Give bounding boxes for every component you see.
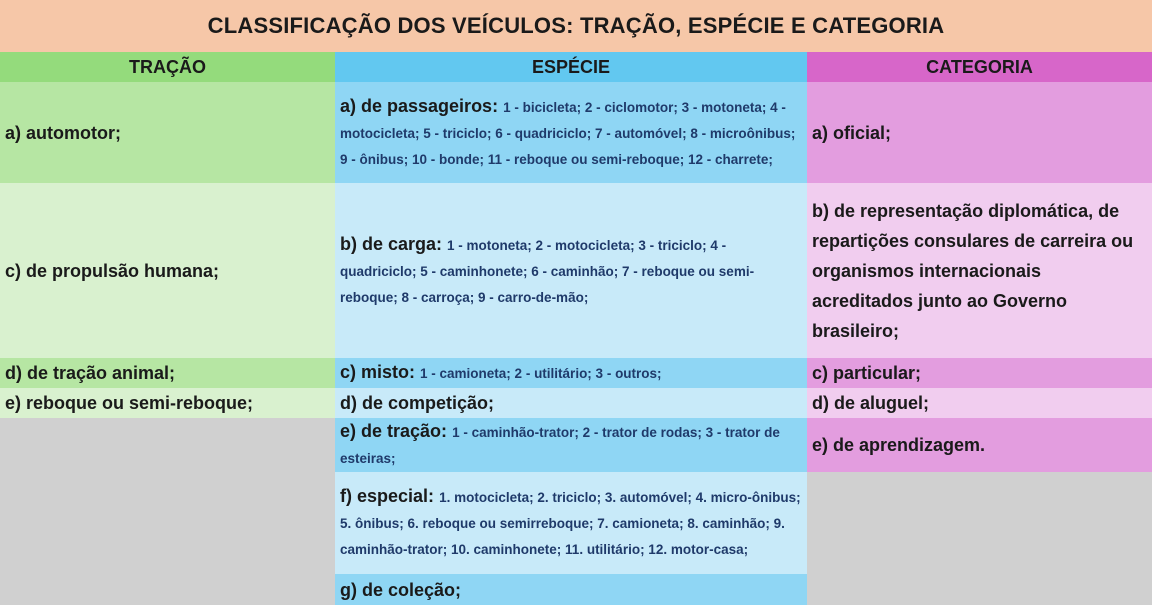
header-especie: ESPÉCIE [335, 52, 807, 82]
categoria-text: d) de aluguel; [812, 393, 929, 413]
tracao-cell-2 [0, 183, 335, 358]
categoria-cell-d [807, 388, 1152, 418]
categoria-text: c) particular; [812, 363, 922, 383]
especie-cell-b [335, 183, 807, 358]
especie-items: 1 - bicicleta; 2 - ciclomotor; 3 - motoneta; 4 - motocicleta; 5 - triciclo; 6 - quadriciclo; 7 - automóvel; 8 - microônibus; 9 - ônibus; 10 - bonde; 11 - reboque ou semi-reboque; 12 - charrete; [340, 99, 796, 167]
tracao-cell-4 [0, 388, 335, 418]
tracao-cell-1 [0, 82, 335, 183]
tracao-text: d) de tração animal; [5, 363, 176, 383]
especie-label: e) de tração: [340, 421, 448, 441]
tracao-text: c) de propulsão humana; [5, 260, 220, 281]
especie-label: d) de competição; [340, 393, 495, 413]
tracao-cell-3 [0, 358, 335, 388]
header-categoria: CATEGORIA [807, 52, 1152, 82]
especie-label: a) de passageiros: [340, 95, 499, 116]
especie-label: c) misto: [340, 362, 416, 382]
tracao-text: e) reboque ou semi-reboque; [5, 393, 254, 413]
especie-items: 1 - camioneta; 2 - utilitário; 3 - outros; [420, 366, 662, 381]
especie-cell-a [335, 82, 807, 183]
tracao-empty-cell [0, 418, 335, 605]
categoria-empty-cell [807, 472, 1152, 605]
tracao-text: a) automotor; [5, 122, 121, 143]
especie-items: 1. motocicleta; 2. triciclo; 3. automóvel; 4. micro-ônibus; 5. ônibus; 6. reboque ou semirreboque; 7. camioneta; 8. caminhão; 9. caminhão-trator; 10. caminhonete; 11. utilitário; 12. motor-casa; [340, 490, 801, 557]
especie-label: f) especial: [340, 486, 435, 506]
categoria-text: b) de representação diplomática, de repartições consulares de carreira ou organismos internacionais acreditados junto ao Governo brasileiro; [812, 200, 1134, 341]
categoria-cell-c [807, 358, 1152, 388]
especie-cell-c [335, 358, 807, 388]
especie-items: 1 - motoneta; 2 - motocicleta; 3 - triciclo; 4 - quadriciclo; 5 - caminhonete; 6 - caminhão; 7 - reboque ou semi-reboque; 8 - carroça; 9 - carro-de-mão; [340, 237, 755, 305]
categoria-text: e) de aprendizagem. [812, 435, 986, 455]
especie-cell-f [335, 472, 807, 574]
categoria-cell-e [807, 418, 1152, 472]
header-tracao: TRAÇÃO [0, 52, 335, 82]
especie-cell-e [335, 418, 807, 472]
especie-label: g) de coleção; [340, 579, 462, 600]
especie-cell-g [335, 574, 807, 605]
categoria-cell-b [807, 183, 1152, 358]
categoria-cell-a [807, 82, 1152, 183]
categoria-text: a) oficial; [812, 122, 892, 143]
table-title: CLASSIFICAÇÃO DOS VEÍCULOS: TRAÇÃO, ESPÉCIE E CATEGORIA [0, 0, 1152, 52]
especie-cell-d [335, 388, 807, 418]
especie-label: b) de carga: [340, 233, 443, 254]
especie-items: 1 - caminhão-trator; 2 - trator de rodas; 3 - trator de esteiras; [340, 425, 780, 466]
